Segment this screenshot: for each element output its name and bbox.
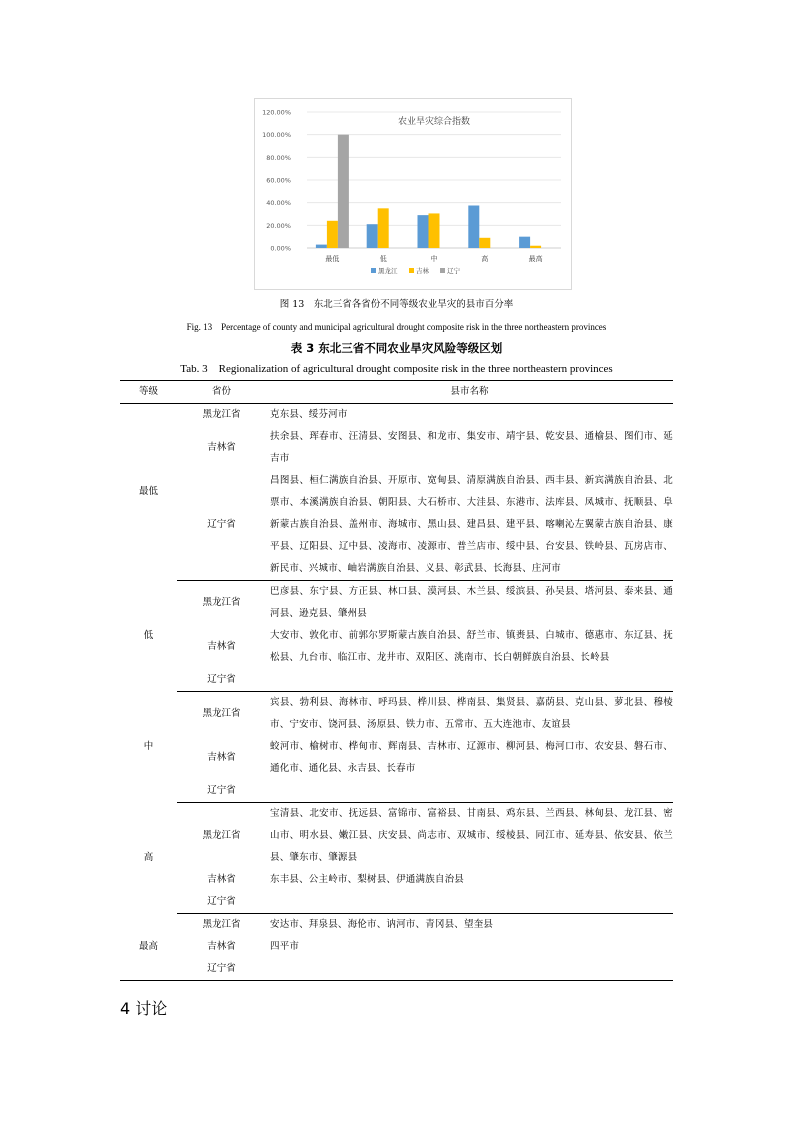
y-tick-label: 20.00% [266, 221, 291, 230]
province-cell: 黑龙江省 [202, 830, 241, 841]
counties-cell: 大安市、敦化市、前郭尔罗斯蒙古族自治县、舒兰市、镇赉县、白城市、德惠市、东辽县、抚松县、九台市、临江市、龙井市、双阳区、洮南市、长白朝鲜族自治县、长岭县 [270, 630, 673, 663]
figure-caption-en: Fig. 13 Percentage of county and municipal agricultural drought composite risk in the three northeastern provinces [186, 322, 607, 332]
table-row [120, 669, 673, 692]
header-province: 省份 [177, 381, 266, 404]
counties-cell: 昌图县、桓仁满族自治县、开原市、宽甸县、清原满族自治县、西丰县、新宾满族自治县、北票市、本溪满族自治县、朝阳县、大石桥市、大洼县、东港市、法库县、凤城市、抚顺县、阜新蒙古族自治县、盖州市、海城市、黑山县、建昌县、建平县、喀喇沁左翼蒙古族自治县、康平县、辽阳县、辽中县、凌海市、凌源市、普兰店市、绥中县、台安县、铁岭县、瓦房店市、新民市、兴城市、岫岩满族自治县、义县、彰武县、长海县、庄河市 [266, 470, 673, 581]
table-body [120, 404, 673, 981]
grade-cell: 中 [143, 741, 154, 752]
table-row [120, 891, 673, 914]
x-tick-label: 最低 [325, 255, 340, 263]
bar-最高-黑龙江 [519, 237, 530, 248]
province-cell: 吉林省 [207, 941, 236, 952]
legend-swatch [371, 268, 376, 273]
header-counties: 县市名称 [266, 381, 673, 404]
province-cell: 黑龙江省 [202, 409, 241, 420]
province-cell: 吉林省 [207, 442, 236, 453]
x-tick-label: 中 [430, 255, 438, 263]
province-cell: 辽宁省 [177, 470, 266, 581]
province-cell: 黑龙江省 [202, 597, 241, 608]
table-row [120, 581, 673, 626]
bar-chart [255, 99, 571, 289]
grade-cell: 最高 [138, 940, 158, 952]
legend-label: 黑龙江 [378, 267, 398, 275]
province-cell: 黑龙江省 [202, 919, 241, 930]
province-cell: 吉林省 [207, 641, 236, 652]
counties-cell: 巴彦县、东宁县、方正县、林口县、漠河县、木兰县、绥滨县、孙吴县、塔河县、泰来县、通河县、逊克县、肇州县 [270, 586, 673, 619]
table-row [120, 692, 673, 737]
bar-最低-吉林 [327, 221, 338, 248]
counties-cell: 克东县、绥芬河市 [270, 409, 348, 420]
y-tick-label: 60.00% [266, 176, 291, 185]
province-cell: 吉林省 [207, 874, 236, 885]
y-tick-label: 100.00% [262, 131, 291, 140]
table-row [120, 936, 673, 958]
table-row [120, 736, 673, 780]
counties-cell: 安达市、拜泉县、海伦市、讷河市、青冈县、望奎县 [270, 919, 494, 930]
bar-中-黑龙江 [418, 215, 429, 248]
province-cell: 辽宁省 [177, 958, 266, 981]
bar-中-吉林 [429, 213, 440, 248]
y-tick-label: 80.00% [266, 153, 291, 162]
section-heading: 4 讨论 [120, 999, 168, 1018]
counties-cell [266, 958, 673, 981]
table-row [120, 404, 673, 427]
counties-cell: 宾县、勃利县、海林市、呼玛县、桦川县、桦南县、集贤县、嘉荫县、克山县、萝北县、穆棱市、宁安市、饶河县、汤原县、铁力市、五常市、五大连池市、友谊县 [270, 697, 673, 730]
legend-label: 辽宁 [447, 267, 460, 275]
table-title-en: Tab. 3 Regionalization of agricultural drought composite risk in the three northeastern provinces [180, 363, 613, 375]
table-row [120, 426, 673, 470]
grade-cell: 低 [143, 630, 154, 641]
counties-cell [266, 669, 673, 692]
risk-table [120, 380, 673, 981]
legend-label: 吉林 [416, 267, 429, 275]
bar-高-黑龙江 [468, 206, 479, 249]
table-row [120, 780, 673, 803]
table-row [120, 803, 673, 870]
counties-cell [266, 891, 673, 914]
table-row [120, 914, 673, 937]
bar-最低-辽宁 [338, 135, 349, 248]
table-row [120, 958, 673, 981]
x-tick-label: 最高 [528, 255, 543, 263]
counties-cell [266, 780, 673, 803]
province-cell: 辽宁省 [177, 891, 266, 914]
table-row [120, 625, 673, 669]
chart-frame [254, 98, 572, 290]
y-tick-label: 0.00% [270, 244, 291, 253]
figure-caption-cn: 图 13 东北三省各省份不同等级农业旱灾的县市百分率 [279, 299, 514, 310]
counties-cell: 东丰县、公主岭市、梨树县、伊通满族自治县 [270, 874, 465, 885]
table-row [120, 869, 673, 891]
counties-cell: 蛟河市、榆树市、桦甸市、辉南县、吉林市、辽源市、柳河县、梅河口市、农安县、磐石市、通化市、通化县、永吉县、长春市 [270, 741, 673, 774]
x-tick-label: 高 [481, 255, 489, 263]
counties-cell: 宝清县、北安市、抚远县、富锦市、富裕县、甘南县、鸡东县、兰西县、林甸县、龙江县、密山市、明水县、嫩江县、庆安县、尚志市、双城市、绥棱县、同江市、延寿县、依安县、依兰县、肇东市、肇源县 [270, 808, 673, 863]
grade-cell: 高 [143, 852, 154, 863]
counties-cell: 扶余县、珲春市、汪清县、安图县、和龙市、集安市、靖宇县、乾安县、通榆县、图们市、延吉市 [270, 431, 673, 464]
province-cell: 辽宁省 [177, 780, 266, 803]
y-tick-label: 120.00% [262, 108, 291, 117]
bar-高-吉林 [479, 238, 490, 248]
legend-swatch [409, 268, 414, 273]
table-title-cn: 表 3 东北三省不同农业旱灾风险等级区划 [290, 341, 503, 355]
province-cell: 吉林省 [207, 752, 236, 763]
province-cell: 辽宁省 [177, 669, 266, 692]
table-header-row [120, 381, 673, 404]
y-tick-label: 40.00% [266, 199, 291, 208]
chart-title: 农业旱灾综合指数 [397, 117, 471, 127]
bar-低-黑龙江 [367, 224, 378, 248]
x-tick-label: 低 [379, 255, 387, 263]
province-cell: 黑龙江省 [202, 708, 241, 719]
bar-最低-黑龙江 [316, 245, 327, 248]
header-grade: 等级 [120, 381, 177, 404]
bar-低-吉林 [378, 208, 389, 248]
grade-cell: 最低 [138, 486, 158, 498]
legend-swatch [440, 268, 445, 273]
bar-最高-吉林 [530, 246, 541, 248]
table-row [120, 470, 673, 581]
counties-cell: 四平市 [270, 941, 300, 952]
